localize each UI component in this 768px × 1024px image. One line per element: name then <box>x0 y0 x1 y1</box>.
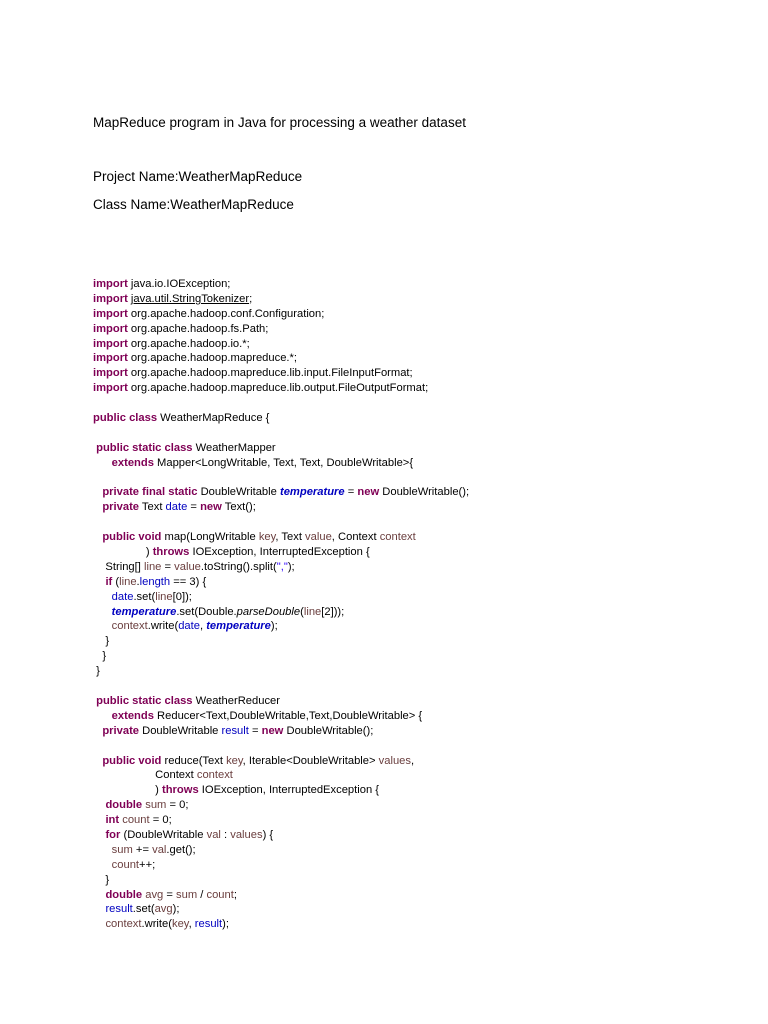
code-text: ; <box>249 292 253 305</box>
code-keyword: import <box>93 307 128 320</box>
code-line <box>93 277 753 292</box>
code-text: , Text <box>275 531 306 544</box>
code-text <box>93 710 112 722</box>
code-text: = <box>187 501 201 514</box>
code-text <box>93 918 105 930</box>
code-keyword: import <box>93 382 128 395</box>
code-text: } <box>93 635 110 648</box>
code-text <box>93 576 105 588</box>
code-text <box>93 889 105 901</box>
code-keyword: import <box>93 367 128 380</box>
code-text: ); <box>287 560 295 573</box>
code-text: , <box>411 754 415 767</box>
code-keyword: private <box>102 724 140 737</box>
code-text: org.apache.hadoop.mapreduce.lib.output.FileOutputFormat; <box>127 382 429 395</box>
code-keyword: static <box>132 441 162 454</box>
code-line <box>93 754 753 769</box>
code-token-fld: date <box>165 501 188 514</box>
code-text: Context <box>93 769 197 782</box>
code-keyword: class <box>164 694 193 707</box>
code-keyword: new <box>357 486 380 499</box>
code-text: map(LongWritable <box>161 531 259 544</box>
code-text: WeatherMapReduce { <box>157 412 270 425</box>
code-keyword: new <box>200 501 222 514</box>
code-keyword: throws <box>152 546 190 559</box>
code-keyword: private <box>102 501 140 514</box>
code-text <box>93 606 112 618</box>
code-text: ) { <box>262 828 274 841</box>
code-line <box>93 873 753 888</box>
code-blank-line <box>93 426 753 441</box>
code-text <box>93 814 105 826</box>
code-text: ); <box>172 903 180 916</box>
code-token-var: sum <box>176 888 198 901</box>
code-blank-line <box>93 515 753 530</box>
code-text <box>93 457 112 469</box>
code-text: == 3) { <box>170 575 207 588</box>
code-keyword: final <box>142 486 166 499</box>
code-text: ( <box>300 605 304 618</box>
code-token-var: value <box>174 560 201 573</box>
code-keyword: class <box>164 441 193 454</box>
code-text: WeatherMapper <box>192 441 276 454</box>
code-line <box>93 888 753 903</box>
code-keyword: import <box>93 278 128 290</box>
code-text: (DoubleWritable <box>120 828 207 841</box>
code-line <box>93 307 753 322</box>
code-keyword: import <box>93 322 128 335</box>
code-line <box>93 560 753 575</box>
code-text: ) <box>93 784 162 797</box>
code-token-var: value <box>305 531 332 544</box>
code-line <box>93 843 753 858</box>
code-line <box>93 783 753 798</box>
code-token-var: line <box>303 605 322 618</box>
code-token-var: line <box>143 560 162 573</box>
code-text: ); <box>270 620 278 633</box>
code-text: += <box>132 843 153 856</box>
code-line <box>93 322 753 337</box>
code-listing <box>93 277 753 932</box>
code-token-sfld: temperature <box>279 486 345 499</box>
code-token-var: key <box>171 918 189 931</box>
code-line <box>93 619 753 634</box>
code-text: org.apache.hadoop.mapreduce.*; <box>127 352 297 365</box>
code-blank-line <box>93 679 753 694</box>
code-text: .toString().split( <box>200 560 277 573</box>
code-text: reduce(Text <box>161 754 227 767</box>
code-keyword: extends <box>111 709 154 722</box>
code-text: } <box>93 873 110 886</box>
code-text: DoubleWritable(); <box>283 724 374 737</box>
code-token-var: sum <box>111 843 133 856</box>
code-text: = <box>248 724 262 737</box>
code-token-fld: result <box>194 918 223 931</box>
code-text: Text(); <box>221 501 256 514</box>
code-text: DoubleWritable <box>197 486 280 499</box>
code-token-var: count <box>122 814 150 827</box>
code-text <box>93 829 105 841</box>
code-token-var: context <box>379 531 416 544</box>
code-line <box>93 709 753 724</box>
code-line <box>93 634 753 649</box>
code-text: , <box>199 620 207 633</box>
code-blank-line <box>93 471 753 486</box>
code-blank-line <box>93 396 753 411</box>
code-text: = <box>163 888 177 901</box>
code-text: = 0; <box>166 799 189 812</box>
code-line <box>93 724 753 739</box>
code-text <box>93 725 102 737</box>
code-token-var: key <box>226 754 243 767</box>
code-line <box>93 605 753 620</box>
code-line <box>93 351 753 366</box>
code-keyword: public <box>93 412 126 425</box>
code-text <box>93 799 105 811</box>
code-text: , Context <box>331 531 380 544</box>
code-text: . <box>136 575 140 588</box>
code-text: .get(); <box>166 843 196 856</box>
code-text: } <box>93 665 100 678</box>
project-name-line: Project Name:WeatherMapReduce <box>93 169 303 184</box>
code-token-var: val <box>152 843 167 856</box>
code-token-var: count <box>206 888 234 901</box>
code-text: .set( <box>133 590 156 603</box>
code-text <box>93 501 102 513</box>
code-text: .set(Double. <box>176 605 237 618</box>
code-keyword: import <box>93 337 128 350</box>
code-token-sfld: temperature <box>206 620 271 633</box>
code-text: Mapper<LongWritable, Text, Text, DoubleWritable>{ <box>153 456 414 469</box>
code-keyword: throws <box>162 784 199 797</box>
class-name-line: Class Name:WeatherMapReduce <box>93 197 294 212</box>
document-title: MapReduce program in Java for processing a weather dataset <box>93 115 466 130</box>
code-text <box>93 486 102 498</box>
code-line <box>93 664 753 679</box>
code-token-var: sum <box>145 799 167 812</box>
code-token-fld: date <box>111 590 134 603</box>
code-keyword: void <box>138 754 162 767</box>
code-text: org.apache.hadoop.fs.Path; <box>127 322 269 335</box>
code-token-var: values <box>378 754 411 767</box>
code-text: java.io.IOException; <box>127 278 231 290</box>
code-text: DoubleWritable <box>139 724 222 737</box>
code-line <box>93 530 753 545</box>
code-line <box>93 649 753 664</box>
code-text: ); <box>222 918 229 931</box>
code-keyword: import <box>93 292 128 305</box>
code-text: DoubleWritable(); <box>379 486 470 499</box>
code-line <box>93 441 753 456</box>
code-text: .write( <box>147 620 179 633</box>
code-line <box>93 292 753 307</box>
code-text: org.apache.hadoop.conf.Configuration; <box>127 307 325 320</box>
code-keyword: static <box>168 486 198 499</box>
code-text: } <box>93 650 107 663</box>
code-line <box>93 545 753 560</box>
code-text: .write( <box>141 918 172 931</box>
code-keyword: import <box>93 352 128 365</box>
code-keyword: public <box>102 531 136 544</box>
code-keyword: class <box>129 412 158 425</box>
code-token-var: line <box>155 590 173 603</box>
code-token-var: context <box>105 918 142 931</box>
code-line <box>93 590 753 605</box>
code-token-var: context <box>111 620 148 633</box>
code-text <box>93 903 105 915</box>
code-line <box>93 917 753 932</box>
code-text: org.apache.hadoop.io.*; <box>127 337 250 350</box>
code-token-fld: length <box>139 575 171 588</box>
code-text: : <box>220 828 231 841</box>
code-line <box>93 366 753 381</box>
code-keyword: double <box>105 888 143 901</box>
code-line <box>93 500 753 515</box>
code-text <box>93 844 112 856</box>
code-line <box>93 456 753 471</box>
code-keyword: static <box>132 694 162 707</box>
code-token-var: count <box>111 858 140 871</box>
code-text: WeatherReducer <box>192 694 280 707</box>
code-keyword: private <box>102 486 140 499</box>
code-text: = <box>161 560 175 573</box>
code-line <box>93 858 753 873</box>
code-text: String[] <box>93 560 144 573</box>
code-text: [2])); <box>321 605 345 618</box>
code-token-var: avg <box>154 903 173 916</box>
code-keyword: extends <box>111 456 154 469</box>
code-line <box>93 694 753 709</box>
code-keyword: void <box>138 531 162 544</box>
code-keyword: public <box>102 754 136 767</box>
code-keyword: for <box>105 828 121 841</box>
code-line <box>93 813 753 828</box>
code-text: IOException, InterruptedException { <box>189 546 370 559</box>
code-line <box>93 575 753 590</box>
code-text: ) <box>93 546 153 559</box>
code-text: [0]); <box>172 590 192 603</box>
code-token-sfld: temperature <box>111 605 177 618</box>
code-line <box>93 381 753 396</box>
code-token-ul: java.util.StringTokenizer <box>130 292 250 305</box>
code-token-var: val <box>206 828 221 841</box>
code-token-var: values <box>230 828 263 841</box>
code-keyword: if <box>105 575 113 588</box>
code-text: Text <box>139 501 166 514</box>
code-text <box>93 620 112 632</box>
code-text <box>93 591 112 603</box>
code-keyword: new <box>261 724 284 737</box>
code-text <box>93 859 112 871</box>
code-text: ( <box>112 575 120 588</box>
code-text: org.apache.hadoop.mapreduce.lib.input.FileInputFormat; <box>127 367 413 380</box>
code-token-fld: result <box>105 903 133 916</box>
code-text: , Iterable<DoubleWritable> <box>242 754 379 767</box>
code-text: IOException, InterruptedException { <box>198 784 380 797</box>
code-line <box>93 798 753 813</box>
code-token-fld: date <box>178 620 200 633</box>
code-text <box>93 755 102 767</box>
code-line <box>93 902 753 917</box>
code-token-fld: result <box>221 724 249 737</box>
code-line <box>93 485 753 500</box>
code-text: = 0; <box>149 814 172 827</box>
code-token-str: "," <box>276 560 288 573</box>
code-text <box>93 531 102 543</box>
code-token-var: key <box>258 531 276 544</box>
code-token-var: avg <box>145 888 164 901</box>
code-token-it: parseDouble <box>236 605 301 618</box>
code-keyword: public <box>96 441 130 454</box>
code-text: , <box>188 918 195 931</box>
code-token-var: context <box>196 769 233 782</box>
code-text: ; <box>233 888 237 901</box>
code-text: Reducer<Text,DoubleWritable,Text,DoubleWritable> { <box>153 709 423 722</box>
code-keyword: double <box>105 799 143 812</box>
code-text: = <box>344 486 358 499</box>
code-line <box>93 828 753 843</box>
code-keyword: int <box>105 814 120 827</box>
code-line <box>93 337 753 352</box>
code-keyword: public <box>96 694 130 707</box>
code-text: ++; <box>139 858 156 871</box>
code-blank-line <box>93 739 753 754</box>
code-line <box>93 768 753 783</box>
code-text: .set( <box>132 903 155 916</box>
code-line <box>93 411 753 426</box>
code-text: / <box>197 888 207 901</box>
code-token-var: line <box>119 575 137 588</box>
